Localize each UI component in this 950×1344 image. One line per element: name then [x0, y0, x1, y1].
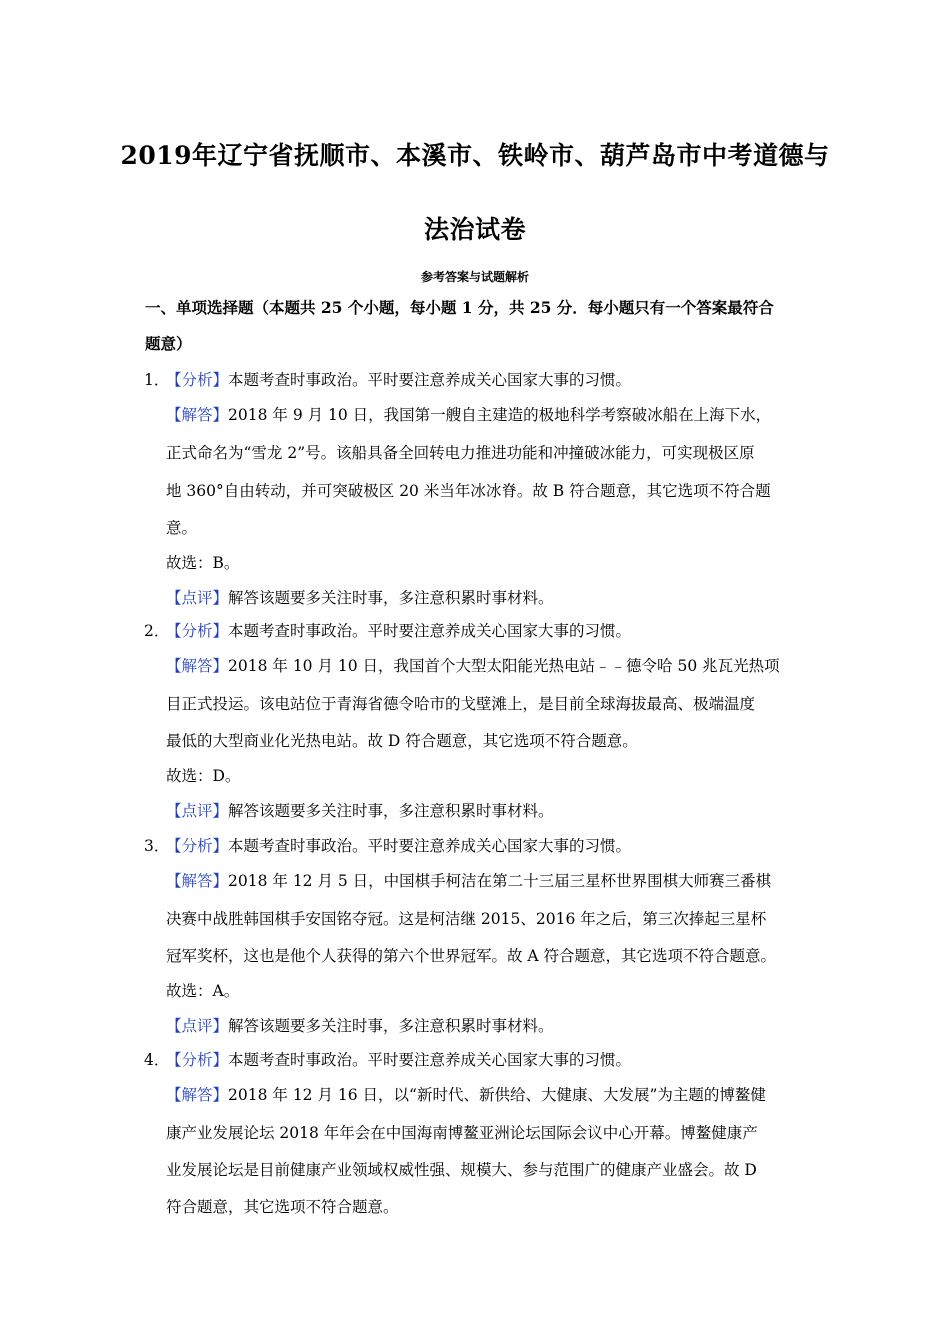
answer-text: 冠军奖杯，这也是他个人获得的第六个世界冠军。故 A 符合题意，其它选项不符合题意。 [166, 947, 777, 965]
answer-tag: 【解答】 [166, 1086, 229, 1104]
answer-tag: 【解答】 [166, 406, 229, 424]
analysis-text: 本题考查时事政治。平时要注意养成关心国家大事的习惯。 [228, 837, 632, 855]
question-answer [166, 1085, 766, 1105]
page-title-line-1: 2019年辽宁省抚顺市、本溪市、铁岭市、葫芦岛市中考道德与 [120, 141, 830, 170]
question-analysis [166, 621, 631, 641]
answer-choice: 故选：A。 [166, 982, 240, 1000]
analysis-tag: 【分析】 [166, 622, 229, 640]
answer-text: 业发展论坛是目前健康产业领域权威性强、规模大、参与范围广的健康产业盛会。故 D [166, 1161, 757, 1179]
section-heading-line-2: 题意） [145, 334, 192, 353]
answer-text: 目正式投运。该电站位于青海省德令哈市的戈壁滩上，是目前全球海拔最高、极端温度 [166, 695, 756, 713]
question-answer [166, 656, 780, 676]
question-analysis [166, 836, 631, 856]
section-heading-line-1: 一、单项选择题（本题共 25 个小题，每小题 1 分，共 25 分．每小题只有一个答案最符合 [145, 298, 774, 317]
answer-text: 正式命名为“雪龙 2”号。该船具备全回转电力推进功能和冲撞破冰能力，可实现极区原 [166, 444, 755, 462]
answer-text: 2018 年 12 月 5 日，中国棋手柯洁在第二十三届三星杯世界围棋大师赛三番棋 [228, 872, 772, 890]
answer-choice: 故选：D。 [166, 767, 241, 785]
question-comment [166, 801, 554, 821]
question-answer [166, 405, 771, 425]
answer-text: 康产业发展论坛 2018 年年会在中国海南博鳌亚洲论坛国际会议中心开幕。博鳌健康产 [166, 1124, 758, 1142]
question-number: 2． [144, 622, 170, 640]
analysis-text: 本题考查时事政治。平时要注意养成关心国家大事的习惯。 [228, 622, 632, 640]
question-number: 3． [144, 837, 170, 855]
question-analysis [166, 1050, 631, 1070]
question-answer [166, 871, 771, 891]
answer-text: 意。 [166, 519, 198, 537]
section-heading [145, 290, 815, 362]
question-analysis [166, 370, 631, 390]
comment-tag: 【点评】 [166, 1017, 229, 1035]
analysis-text: 本题考查时事政治。平时要注意养成关心国家大事的习惯。 [228, 371, 632, 389]
answer-tag: 【解答】 [166, 872, 229, 890]
question-number: 4． [144, 1051, 170, 1069]
comment-tag: 【点评】 [166, 589, 229, 607]
answer-text: 2018 年 12 月 16 日，以“新时代、新供给、大健康、大发展”为主题的博鳌健 [228, 1086, 766, 1104]
question-number: 1． [144, 371, 170, 389]
comment-text: 解答该题要多关注时事，多注意积累时事材料。 [228, 802, 554, 820]
analysis-text: 本题考查时事政治。平时要注意养成关心国家大事的习惯。 [228, 1051, 632, 1069]
analysis-tag: 【分析】 [166, 1051, 229, 1069]
answer-text: 决赛中战胜韩国棋手安国铭夺冠。这是柯洁继 2015、2016 年之后，第三次捧起三星杯 [166, 910, 767, 928]
answer-text: 2018 年 9 月 10 日，我国第一艘自主建造的极地科学考察破冰船在上海下水， [228, 406, 772, 424]
question-comment [166, 588, 554, 608]
answer-text: 2018 年 10 月 10 日，我国首个大型太阳能光热电站﹣﹣德令哈 50 兆瓦光热项 [228, 657, 780, 675]
answer-text: 最低的大型商业化光热电站。故 D 符合题意，其它选项不符合题意。 [166, 732, 638, 750]
comment-text: 解答该题要多关注时事，多注意积累时事材料。 [228, 589, 554, 607]
page-subtitle: 参考答案与试题解析 [420, 270, 529, 284]
answer-choice: 故选：B。 [166, 554, 240, 572]
comment-text: 解答该题要多关注时事，多注意积累时事材料。 [228, 1017, 554, 1035]
answer-tag: 【解答】 [166, 657, 229, 675]
analysis-tag: 【分析】 [166, 837, 229, 855]
page-title-line-2: 法治试卷 [423, 215, 526, 244]
question-comment [166, 1016, 554, 1036]
comment-tag: 【点评】 [166, 802, 229, 820]
answer-text: 符合题意，其它选项不符合题意。 [166, 1198, 399, 1216]
analysis-tag: 【分析】 [166, 371, 229, 389]
answer-text: 地 360°自由转动，并可突破极区 20 米当年冰冰脊。故 B 符合题意，其它选项不符合题 [166, 482, 771, 500]
